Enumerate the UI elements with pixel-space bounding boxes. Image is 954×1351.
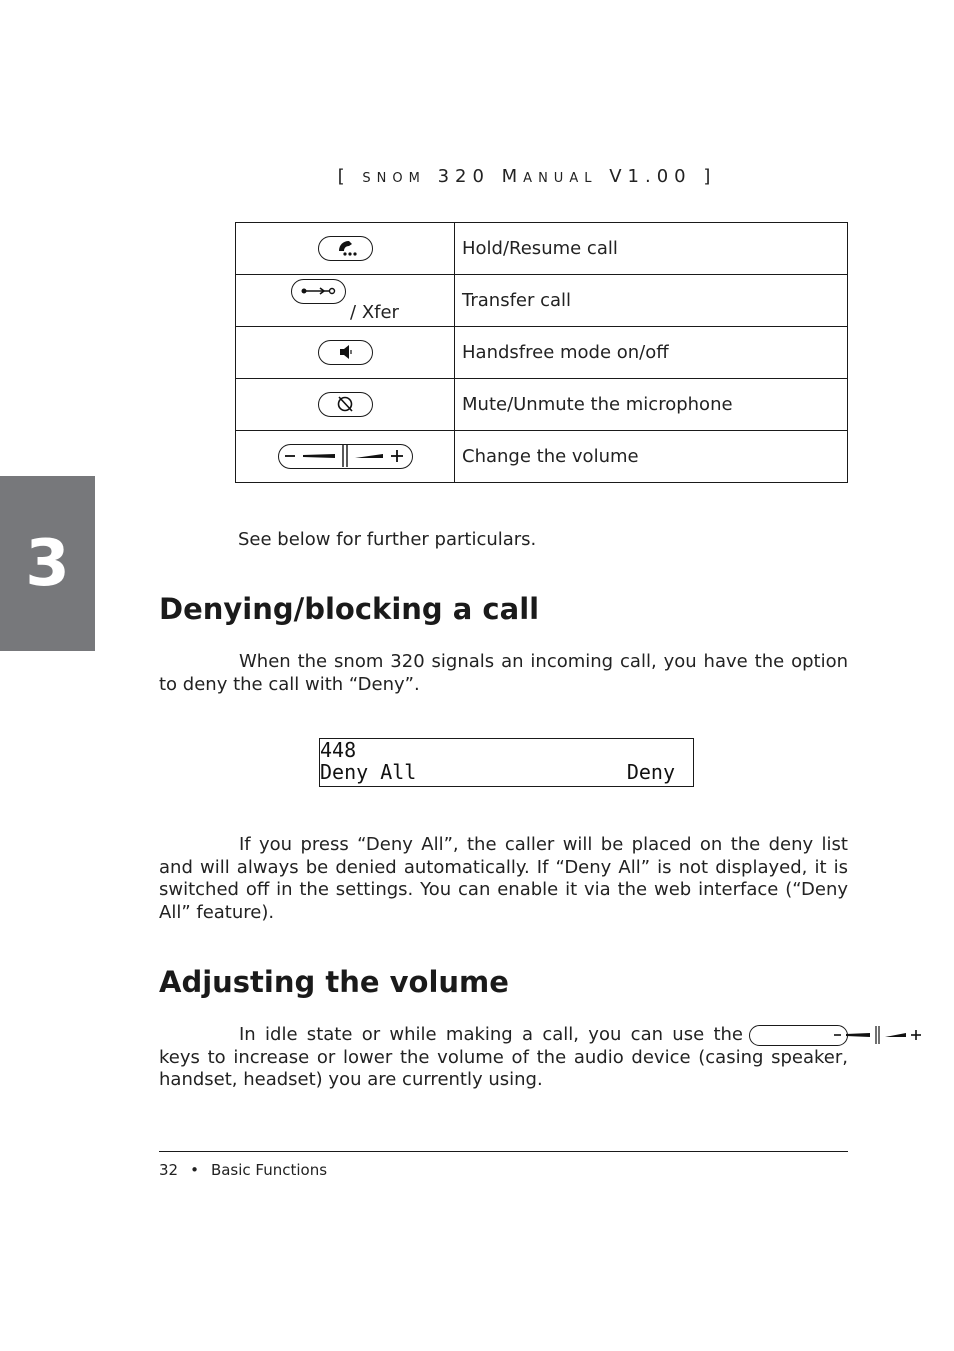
- key-description: Transfer call: [455, 275, 848, 327]
- key-cell: [236, 431, 455, 483]
- xfer-label: / Xfer: [350, 301, 399, 323]
- key-cell: [236, 379, 455, 431]
- page-number: 32: [159, 1161, 179, 1179]
- table-row: [236, 223, 848, 275]
- header-manual: Manual: [501, 166, 598, 187]
- table-row: [236, 275, 848, 327]
- paragraph-volume: [159, 1024, 848, 1092]
- mute-key-icon: [318, 392, 373, 417]
- paragraph-deny-intro: When the snom 320 signals an incoming call, you have the option to deny the call with “Deny”.: [159, 651, 848, 695]
- paragraph-deny-all: If you press “Deny All”, the caller will be placed on the deny list and will always be denied automatically. If “Deny All” is not displayed, it is switched off in the settings. You can enable it via the web interface (“Deny All” feature).: [159, 834, 848, 924]
- volume-key-icon: [749, 1025, 848, 1046]
- key-description: Hold/Resume call: [455, 223, 848, 275]
- lcd-display: [319, 738, 694, 787]
- key-cell: [236, 327, 455, 379]
- table-row: [236, 327, 848, 379]
- key-description: Handsfree mode on/off: [455, 327, 848, 379]
- header-version: V1.00: [609, 166, 692, 187]
- header-bracket-close: ]: [703, 166, 717, 187]
- page-footer: [159, 1161, 327, 1179]
- section-heading-volume: Adjusting the volume: [159, 965, 509, 999]
- lcd-line1: 448: [320, 738, 357, 762]
- footer-section: Basic Functions: [210, 1161, 328, 1179]
- key-cell: [236, 223, 455, 275]
- volume-text-after: keys to increase or lower the volume of the audio device (casing speaker, handset, headset) you are currently using.: [159, 1046, 848, 1091]
- table-row: [236, 379, 848, 431]
- volume-text-before: In idle state or while making a call, you can use the: [239, 1024, 743, 1045]
- key-description: Mute/Unmute the microphone: [455, 379, 848, 431]
- key-cell: [236, 275, 455, 327]
- table-row: [236, 431, 848, 483]
- key-description: Change the volume: [455, 431, 848, 483]
- lcd-softkey-deny: Deny: [626, 760, 675, 784]
- header-model: 320: [437, 166, 490, 187]
- key-function-table: [235, 222, 848, 483]
- chapter-tab: 3: [0, 476, 95, 651]
- transfer-key-icon: [291, 279, 346, 304]
- header-bracket-open: [: [337, 166, 351, 187]
- footer-bullet: •: [190, 1161, 199, 1179]
- intro-text: See below for further particulars.: [238, 529, 537, 550]
- lcd-softkey-deny-all: Deny All: [320, 760, 417, 784]
- running-header: [50, 166, 954, 187]
- speaker-key-icon: [318, 340, 373, 365]
- volume-key-icon: [278, 444, 413, 469]
- section-heading-denying: Denying/blocking a call: [159, 592, 540, 626]
- footer-rule: [159, 1151, 848, 1152]
- header-brand: snom: [362, 166, 426, 187]
- hold-key-icon: [318, 236, 373, 261]
